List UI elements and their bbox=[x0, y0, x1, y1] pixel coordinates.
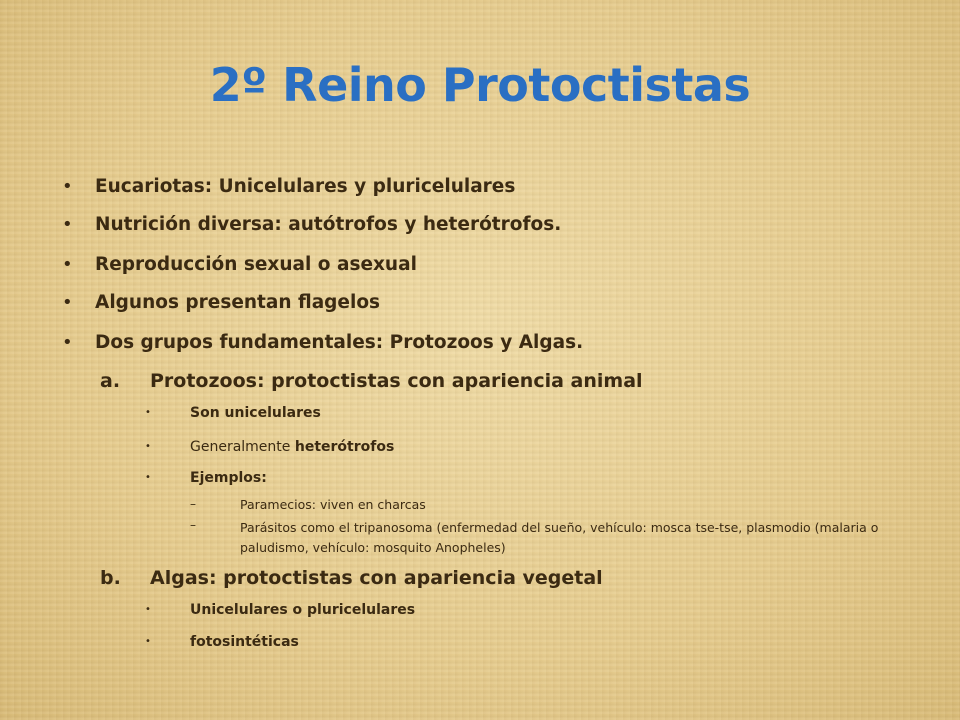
group-marker: b. bbox=[100, 567, 121, 589]
sub-bullet-text: Son unicelulares bbox=[190, 405, 321, 421]
bullet-icon: • bbox=[62, 176, 73, 197]
group-label: Protozoos: protoctistas con apariencia animal bbox=[150, 370, 643, 392]
bullet-icon: • bbox=[145, 407, 151, 418]
bullet-icon: • bbox=[62, 254, 73, 275]
bullet-icon: • bbox=[145, 636, 151, 647]
bullet-icon: • bbox=[145, 441, 151, 452]
bullet-text: Algunos presentan flagelos bbox=[95, 292, 381, 313]
sub-bullet-bold: heterótrofos bbox=[294, 439, 395, 455]
group-label: Algas: protoctistas con apariencia vegetal bbox=[150, 567, 603, 589]
bullet-icon: • bbox=[145, 604, 151, 615]
sub-bullet-text: Ejemplos: bbox=[190, 470, 267, 486]
sub-bullet-text: fotosintéticas bbox=[190, 634, 299, 650]
bullet-text: Dos grupos fundamentales: Protozoos y Algas. bbox=[95, 332, 584, 353]
dash-icon: – bbox=[190, 518, 196, 532]
bullet-icon: • bbox=[62, 292, 73, 313]
bullet-text: Nutrición diversa: autótrofos y heterótrofos. bbox=[95, 214, 562, 235]
dash-icon: – bbox=[190, 497, 196, 511]
bullet-text: Reproducción sexual o asexual bbox=[95, 254, 417, 275]
bullet-icon: • bbox=[62, 332, 73, 353]
bullet-text: Eucariotas: Unicelulares y pluricelulares bbox=[95, 176, 516, 197]
bullet-icon: • bbox=[62, 214, 73, 235]
sub-bullet-text bbox=[190, 439, 394, 455]
sub-bullet-text: Unicelulares o pluricelulares bbox=[190, 602, 416, 618]
group-marker: a. bbox=[100, 370, 121, 392]
sub-bullet-prefix: Generalmente bbox=[190, 439, 295, 455]
bullet-icon: • bbox=[145, 472, 151, 483]
slide-title: 2º Reino Protoctistas bbox=[209, 58, 751, 112]
example-text: Parásitos como el tripanosoma (enfermedad del sueño, vehículo: mosca tse-tse, plasmodio (malaria o paludismo, vehículo: mosquito Anopheles) bbox=[240, 520, 879, 555]
example-text: Paramecios: viven en charcas bbox=[240, 497, 426, 512]
